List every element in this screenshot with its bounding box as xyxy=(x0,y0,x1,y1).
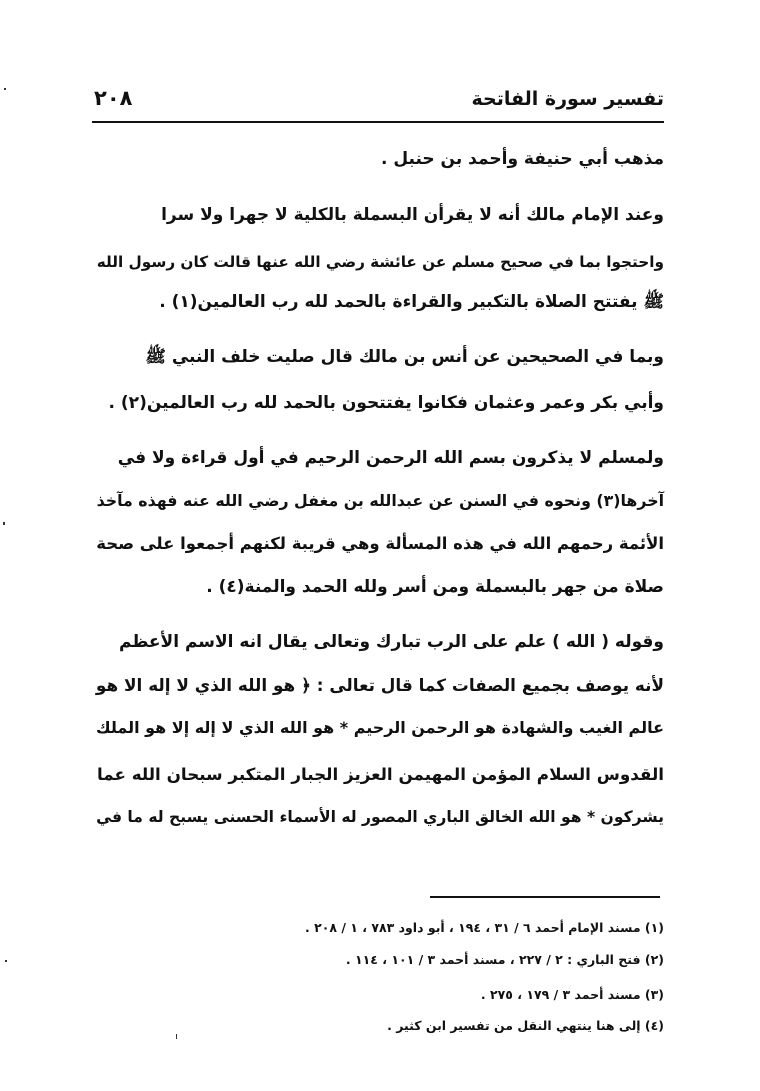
body-line-15: يشركون * هو الله الخالق الباري المصور له الأسماء الحسنى يسبح له ما في xyxy=(96,808,664,826)
body-line-6: وأبي بكر وعمر وعثمان فكانوا يفتتحون بالحمد لله رب العالمين(٢) . xyxy=(108,393,664,413)
page-number: ٢٠٨ xyxy=(94,86,133,110)
body-line-8: آخرها(٣) ونحوه في السنن عن عبدالله بن مغفل رضي الله عنه فهذه مآخذ xyxy=(96,491,664,510)
footnote-2: (٢) فتح الباري : ٢ / ٢٢٧ ، مسند أحمد ٣ / ١٠١ ، ١١٤ . xyxy=(345,952,664,967)
scan-speck xyxy=(3,522,5,525)
scan-speck xyxy=(4,88,6,90)
running-header xyxy=(92,82,664,120)
body-line-12: لأنه يوصف بجميع الصفات كما قال تعالى : ﴿ هو الله الذي لا إله الا هو xyxy=(95,675,664,695)
body-line-14: القدوس السلام المؤمن المهيمن العزيز الجبار المتكبر سبحان الله عما xyxy=(96,764,664,784)
body-line-10: صلاة من جهر بالبسملة ومن أسر ولله الحمد والمنة(٤) . xyxy=(206,577,664,597)
header-rule xyxy=(92,121,664,123)
body-line-9: الأئمة رحمهم الله في هذه المسألة وهي قريبة لكنهم أجمعوا على صحة xyxy=(96,534,664,553)
body-line-3: واحتجوا بما في صحيح مسلم عن عائشة رضي الله عنها قالت كان رسول الله xyxy=(96,253,664,271)
scan-speck xyxy=(176,1034,177,1039)
body-line-5: وبما في الصحيحين عن أنس بن مالك قال صليت خلف النبي ﷺ xyxy=(145,347,664,367)
footnote-1: (١) مسند الإمام أحمد ٦ / ٣١ ، ١٩٤ ، أبو داود ٧٨٣ ، ١ / ٢٠٨ . xyxy=(305,920,664,935)
footnote-4: (٤) إلى هنا ينتهي النقل من تفسير ابن كثير . xyxy=(387,1018,664,1033)
body-line-4: ﷺ يفتتح الصلاة بالتكبير والقراءة بالحمد لله رب العالمين(١) . xyxy=(159,292,664,312)
body-line-11: وقوله ( الله ) علم على الرب تبارك وتعالى يقال انه الاسم الأعظم xyxy=(119,632,664,652)
body-line-1: مذهب أبي حنيفة وأحمد بن حنبل . xyxy=(380,149,664,169)
scan-speck xyxy=(5,960,7,962)
header-title: تفسير سورة الفاتحة xyxy=(471,88,664,110)
footnote-rule xyxy=(430,896,660,898)
body-line-2: وعند الإمام مالك أنه لا يقرأن البسملة بالكلية لا جهرا ولا سرا xyxy=(161,205,664,225)
body-line-13: عالم الغيب والشهادة هو الرحمن الرحيم * هو الله الذي لا إله إلا هو الملك xyxy=(95,718,664,737)
footnote-3: (٣) مسند أحمد ٣ / ١٧٩ ، ٢٧٥ . xyxy=(480,987,664,1002)
body-line-7: ولمسلم لا يذكرون بسم الله الرحمن الرحيم في أول قراءة ولا في xyxy=(117,448,664,468)
